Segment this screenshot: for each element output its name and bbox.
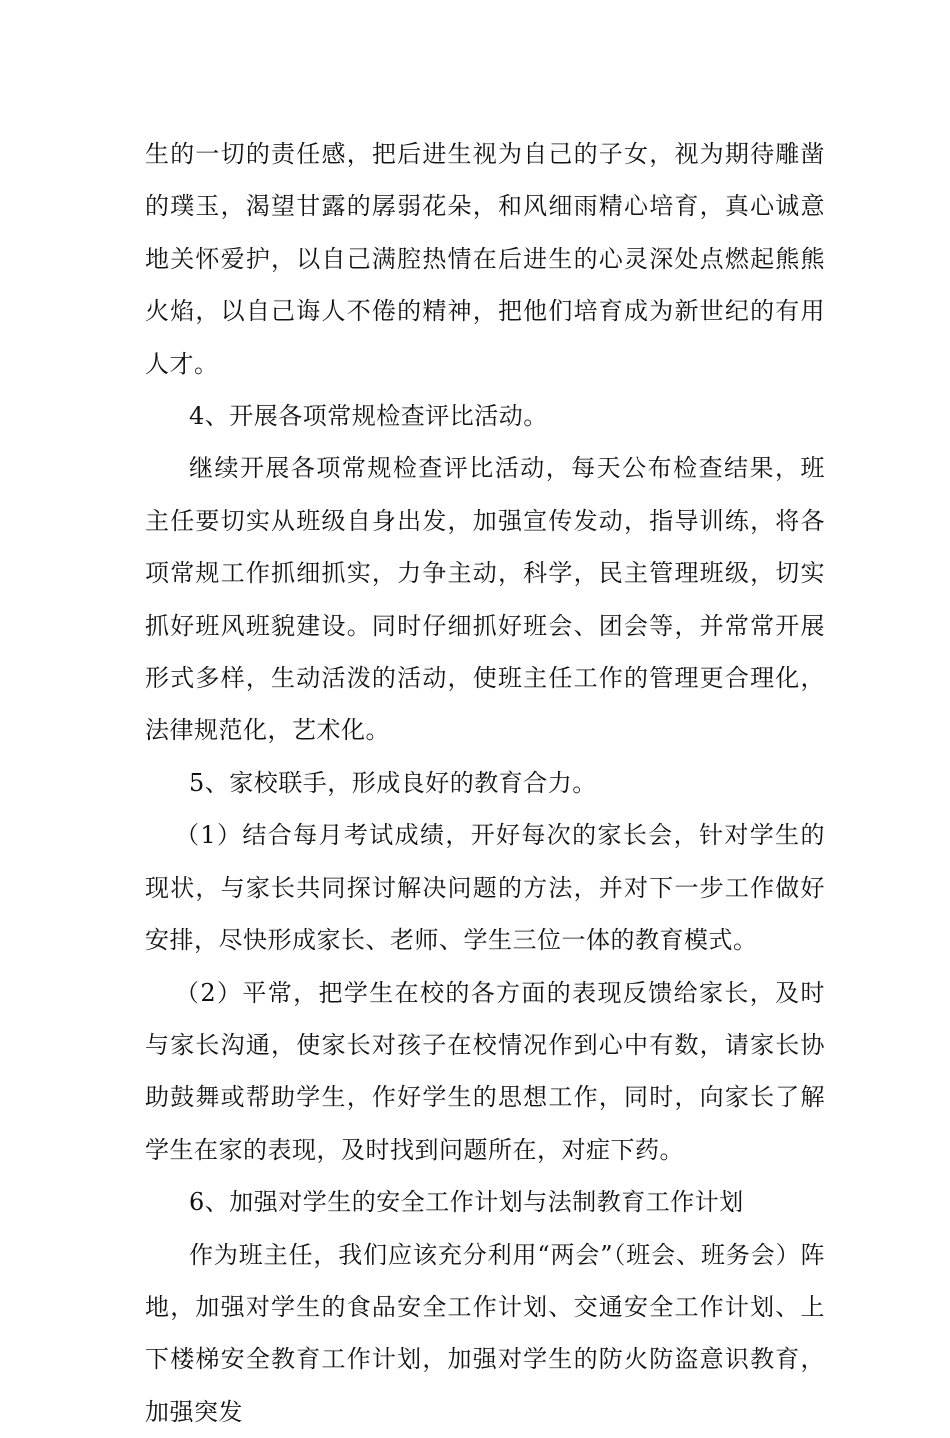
section-heading-4: 4、开展各项常规检查评比活动。 xyxy=(189,402,548,431)
paragraph-continued: 生的一切的责任感，把后进生视为自己的子女，视为期待雕凿的璞玉，渴望甘露的孱弱花朵，和风细雨精心培育，真心诚意地关怀爱护，以自己满腔热情在后进生的心灵深处点燃起熊熊火焰，以自己诲人不倦的精神，把他们培育成为新世纪的有用人才。 xyxy=(145,140,825,378)
section-heading-5: 5、家校联手，形成良好的教育合力。 xyxy=(189,768,597,797)
paragraph-routine-inspection: 继续开展各项常规检查评比活动，每天公布检查结果，班主任要切实从班级自身出发，加强宣传发动，指导训练，将各项常规工作抓细抓实，力争主动，科学，民主管理班级，切实抓好班风班貌建设。同时仔细抓好班会、团会等，并常常开展形式多样，生动活泼的活动，使班主任工作的管理更合理化，法律规范化，艺术化。 xyxy=(145,454,825,745)
paragraph-item-1: （1）结合每月考试成绩，开好每次的家长会，针对学生的现状，与家长共同探讨解决问题的方法，并对下一步工作做好安排，尽快形成家长、老师、学生三位一体的教育模式。 xyxy=(145,821,825,955)
document-body xyxy=(145,128,825,1438)
section-heading-6: 6、加强对学生的安全工作计划与法制教育工作计划 xyxy=(189,1188,744,1217)
paragraph-item-2: （2）平常，把学生在校的各方面的表现反馈给家长，及时与家长沟通，使家长对孩子在校情况作到心中有数，请家长协助鼓舞或帮助学生，作好学生的思想工作，同时，向家长了解学生在家的表现，及时找到问题所在，对症下药。 xyxy=(145,978,825,1164)
paragraph-safety-education: 作为班主任，我们应该充分利用“两会”（班会、班务会）阵地，加强对学生的食品安全工作计划、交通安全工作计划、上下楼梯安全教育工作计划，加强对学生的防火防盗意识教育，加强突发 xyxy=(145,1240,825,1426)
